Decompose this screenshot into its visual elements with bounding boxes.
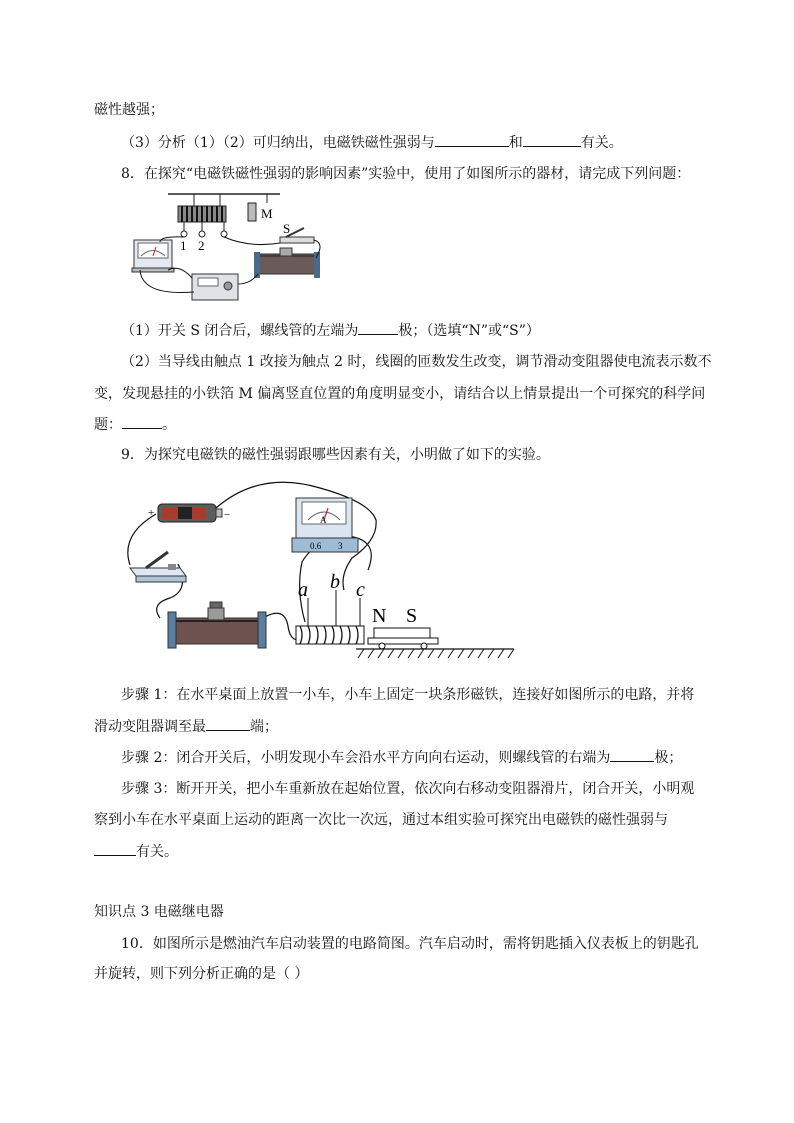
answer-blank[interactable] [358, 320, 398, 335]
text: 极； [654, 750, 683, 766]
answer-blank[interactable] [94, 841, 136, 856]
question-10-line2: 并旋转，则下列分析正确的是（ ） [94, 966, 309, 982]
question-9-stem: 9．为探究电磁铁的磁性强弱跟哪些因素有关，小明做了如下的实验。 [121, 447, 550, 463]
answer-blank[interactable] [610, 747, 654, 762]
label-minus: − [224, 509, 231, 521]
label-range-3: 3 [338, 541, 343, 551]
question-8-part-2-line2: 变，发现悬挂的小铁箔 M 偏离竖直位置的角度明显变小，请结合以上情景提出一个可探究的科学问 [94, 386, 706, 402]
answer-blank[interactable] [523, 132, 581, 147]
question-9-step1-line1: 步骤 1：在水平桌面上放置一小车，小车上固定一块条形磁铁，连接好如图所示的电路，并将 [121, 687, 695, 703]
question-10-line1: 10．如图所示是燃油汽车启动装置的电路简图。汽车启动时，需将钥匙插入仪表板上的钥匙孔 [121, 936, 699, 952]
q9-circuit-figure [120, 480, 520, 662]
label-1: 1 [180, 238, 187, 253]
question-9-step1-line2 [94, 716, 278, 737]
solenoid-coil [182, 206, 222, 222]
iron-foil-M [248, 203, 256, 221]
text: 步骤 2：闭合开关后，小明发现小车会沿水平方向向右运动，则螺线管的右端为 [121, 750, 611, 766]
text: 端； [250, 719, 278, 735]
text: （3）分析（1）（2）可归纳出，电磁铁磁性强弱与 [121, 135, 435, 151]
label-S: S [406, 605, 418, 627]
question-9-step3-line1: 步骤 3：断开开关，把小车重新放在起始位置，依次向右移动变阻器滑片，闭合开关，小明观 [121, 781, 695, 797]
text: 极；（选填“N”或“S”） [398, 323, 540, 339]
switch-lever [146, 552, 168, 568]
text: （1）开关 S 闭合后，螺线管的左端为 [121, 323, 359, 339]
answer-blank[interactable] [122, 414, 162, 429]
label-c: c [356, 579, 365, 601]
rheostat [256, 254, 318, 274]
label-M: M [261, 206, 273, 221]
question-7-3 [121, 132, 623, 153]
label-b: b [330, 571, 340, 593]
label-N: N [372, 605, 387, 627]
question-8-part-2-line1: （2）当导线由触点 1 改接为触点 2 时，线圈的匝数发生改变，调节滑动变阻器使电流表示数不 [121, 354, 712, 370]
answer-blank[interactable] [206, 716, 250, 731]
terminal-3 [221, 231, 227, 237]
text: 滑动变阻器调至最 [94, 719, 206, 735]
label-S: S [283, 221, 291, 236]
question-8-stem: 8．在探究“电磁铁磁性强弱的影响因素”实验中，使用了如图所示的器材，请完成下列问题： [121, 166, 691, 182]
question-8-part-2-line3 [94, 414, 176, 435]
label-a: a [298, 579, 308, 601]
text-line: 磁性越强； [94, 102, 164, 118]
label-2: 2 [198, 238, 205, 253]
solenoid [296, 626, 364, 644]
question-9-step3-line3 [94, 841, 178, 862]
text: 有关。 [580, 135, 623, 151]
section-title: 知识点 3 电磁继电器 [94, 904, 224, 920]
terminal-1 [181, 231, 187, 237]
text: 。 [162, 417, 176, 433]
label-ammeter: A [320, 515, 327, 525]
text: 有关。 [136, 844, 178, 860]
text: 和 [508, 135, 523, 151]
terminal-2 [199, 231, 205, 237]
question-9-step3-line2: 察到小车在水平桌面上运动的距离一次比一次远，通过本组实验可探究出电磁铁的磁性强弱与 [94, 812, 668, 828]
text: 题： [94, 417, 122, 433]
cart [368, 638, 438, 644]
question-8-part-1 [121, 320, 540, 341]
switch-base [130, 568, 186, 576]
table-hatching [358, 649, 514, 658]
answer-blank[interactable] [435, 132, 509, 147]
switch-base [280, 237, 314, 243]
label-plus: + [148, 507, 155, 519]
q8-apparatus-figure [120, 188, 330, 306]
question-9-step2 [121, 747, 682, 768]
bar-magnet [374, 628, 430, 638]
label-range-0.6: 0.6 [310, 541, 322, 551]
